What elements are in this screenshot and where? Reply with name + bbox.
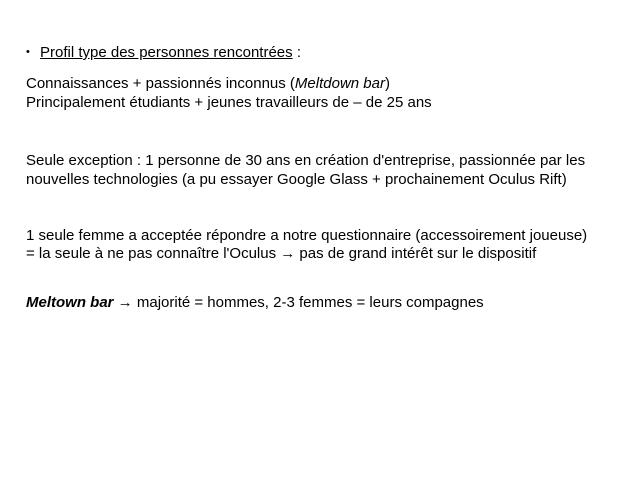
bullet-marker: • xyxy=(26,46,30,58)
para1-line1-post: ) xyxy=(384,75,390,92)
para1-line1 xyxy=(26,75,390,93)
para1-line2: Principalement étudiants + jeunes travailleurs de – de 25 ans xyxy=(26,94,432,111)
para2-line2: nouvelles technologies (a pu essayer Google Glass + prochainement Oculus Rift) xyxy=(26,171,567,188)
para4-bold-italic: Meltown bar xyxy=(26,294,114,311)
para4-rest: → majorité = hommes, 2-3 femmes = leurs compagnes xyxy=(113,294,484,311)
para3-line1: 1 seule femme a acceptée répondre a notre questionnaire (accessoirement joueuse) xyxy=(26,227,588,244)
para1-line1-italic: Meltdown bar xyxy=(294,75,385,92)
bullet-line xyxy=(26,43,301,62)
para1-line1-pre: Connaissances + passionnés inconnus ( xyxy=(26,75,295,92)
para2-line1: Seule exception : 1 personne de 30 ans en création d'entreprise, passionnée par les xyxy=(26,152,586,169)
bullet-heading: Profil type des personnes rencontrées xyxy=(40,44,293,61)
para3-line2: = la seule à ne pas connaître l'Oculus → pas de grand intérêt sur le dispositif xyxy=(26,245,537,262)
para4-line xyxy=(26,294,484,312)
bullet-suffix: : xyxy=(292,44,301,61)
